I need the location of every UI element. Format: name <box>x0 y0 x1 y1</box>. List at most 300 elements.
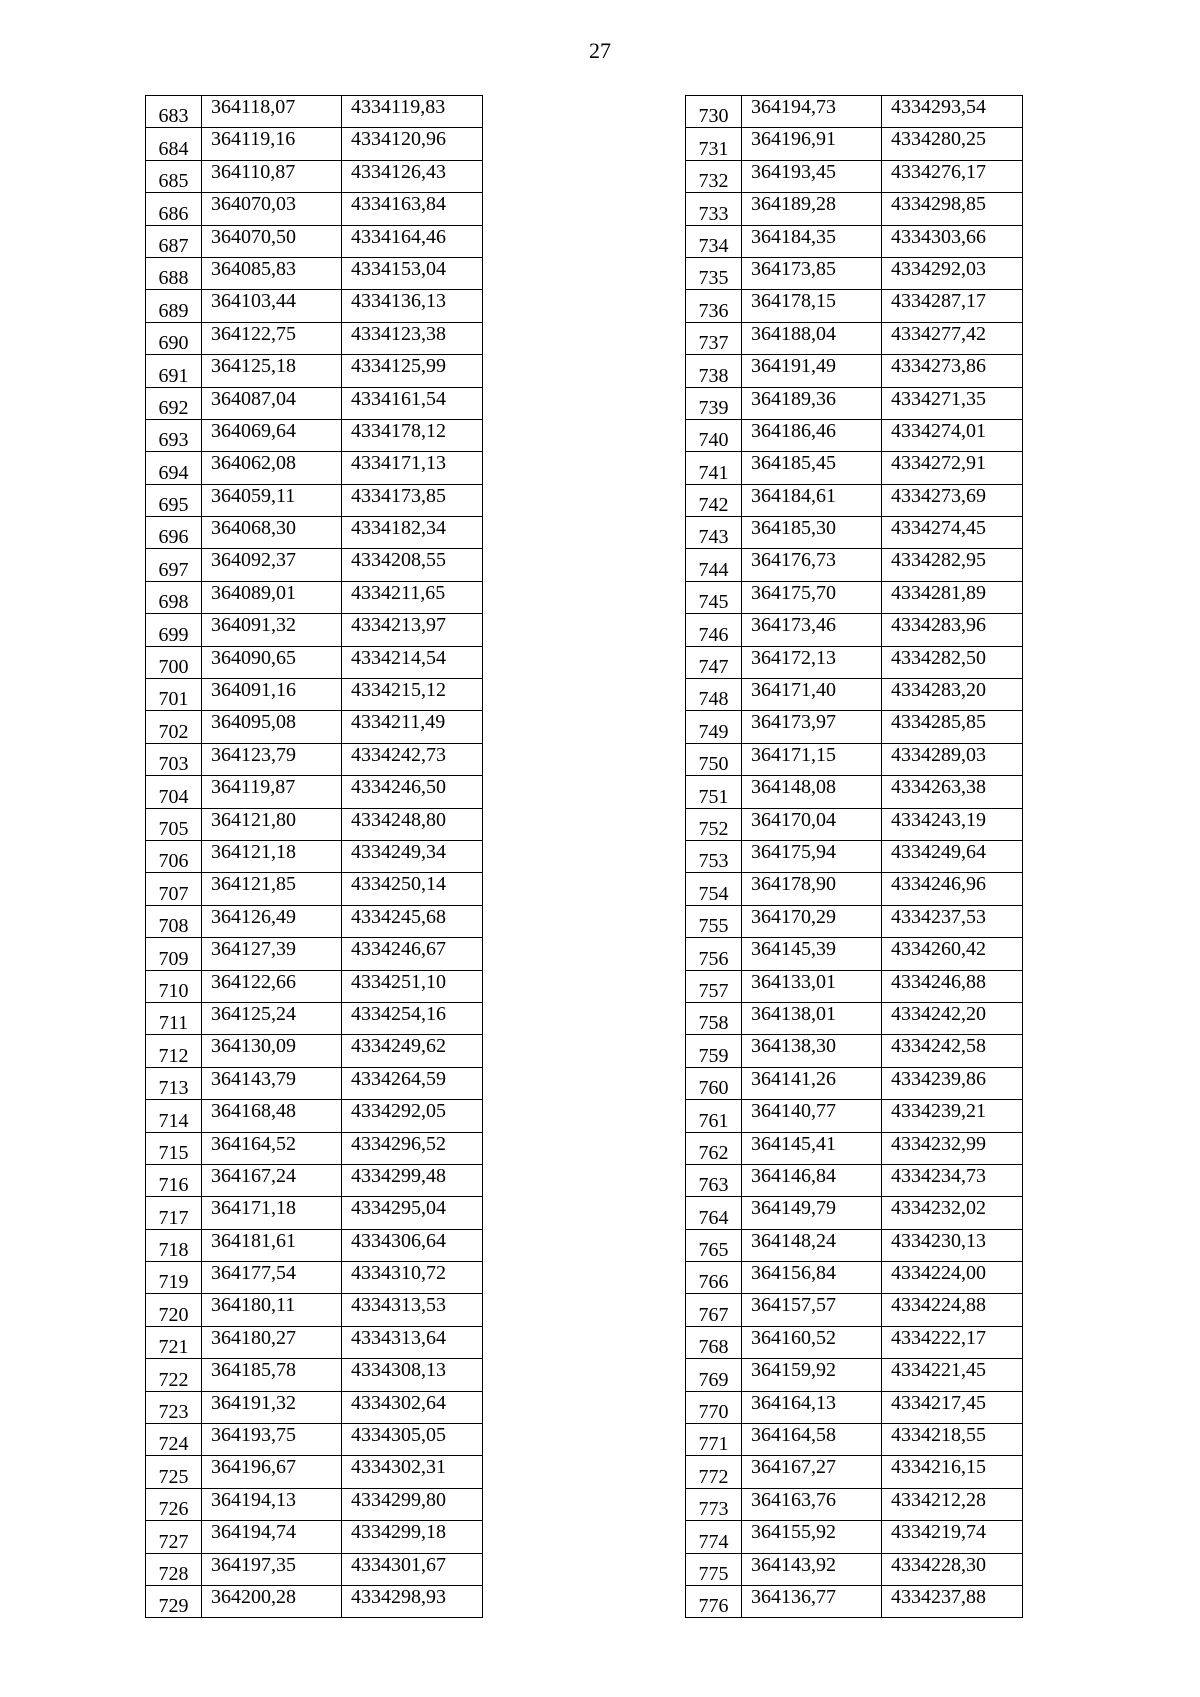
point-number-cell: 764 <box>686 1197 742 1229</box>
x-coordinate-cell: 364191,49 <box>742 355 882 387</box>
x-coordinate-cell: 364164,58 <box>742 1424 882 1456</box>
coordinates-table-left-body <box>146 96 483 1618</box>
point-number-cell: 718 <box>146 1229 202 1261</box>
point-number-cell: 723 <box>146 1391 202 1423</box>
point-number-cell: 753 <box>686 840 742 872</box>
x-coordinate-cell: 364167,24 <box>202 1164 342 1196</box>
table-row <box>146 322 483 354</box>
x-coordinate-cell: 364149,79 <box>742 1197 882 1229</box>
table-row <box>146 1553 483 1585</box>
table-row <box>146 1197 483 1229</box>
x-coordinate-cell: 364145,41 <box>742 1132 882 1164</box>
x-coordinate-cell: 364189,28 <box>742 193 882 225</box>
point-number-cell: 747 <box>686 646 742 678</box>
y-coordinate-cell: 4334243,19 <box>882 808 1023 840</box>
x-coordinate-cell: 364122,66 <box>202 970 342 1002</box>
point-number-cell: 726 <box>146 1488 202 1520</box>
y-coordinate-cell: 4334283,20 <box>882 679 1023 711</box>
table-row <box>686 679 1023 711</box>
x-coordinate-cell: 364119,87 <box>202 776 342 808</box>
y-coordinate-cell: 4334273,86 <box>882 355 1023 387</box>
table-row <box>686 1132 1023 1164</box>
x-coordinate-cell: 364127,39 <box>202 938 342 970</box>
x-coordinate-cell: 364092,37 <box>202 549 342 581</box>
x-coordinate-cell: 364143,79 <box>202 1067 342 1099</box>
y-coordinate-cell: 4334310,72 <box>342 1262 483 1294</box>
table-row <box>686 322 1023 354</box>
point-number-cell: 765 <box>686 1229 742 1261</box>
point-number-cell: 711 <box>146 1002 202 1034</box>
x-coordinate-cell: 364157,57 <box>742 1294 882 1326</box>
x-coordinate-cell: 364172,13 <box>742 646 882 678</box>
x-coordinate-cell: 364123,79 <box>202 743 342 775</box>
x-coordinate-cell: 364184,35 <box>742 225 882 257</box>
table-row <box>686 970 1023 1002</box>
table-row <box>146 1164 483 1196</box>
x-coordinate-cell: 364138,30 <box>742 1035 882 1067</box>
y-coordinate-cell: 4334313,53 <box>342 1294 483 1326</box>
point-number-cell: 738 <box>686 355 742 387</box>
x-coordinate-cell: 364185,78 <box>202 1359 342 1391</box>
y-coordinate-cell: 4334211,65 <box>342 581 483 613</box>
table-row <box>146 517 483 549</box>
y-coordinate-cell: 4334298,85 <box>882 193 1023 225</box>
x-coordinate-cell: 364118,07 <box>202 96 342 128</box>
point-number-cell: 704 <box>146 776 202 808</box>
point-number-cell: 688 <box>146 257 202 289</box>
x-coordinate-cell: 364146,84 <box>742 1164 882 1196</box>
y-coordinate-cell: 4334251,10 <box>342 970 483 1002</box>
y-coordinate-cell: 4334242,20 <box>882 1002 1023 1034</box>
y-coordinate-cell: 4334280,25 <box>882 128 1023 160</box>
table-row <box>146 387 483 419</box>
point-number-cell: 748 <box>686 679 742 711</box>
x-coordinate-cell: 364159,92 <box>742 1359 882 1391</box>
x-coordinate-cell: 364200,28 <box>202 1585 342 1617</box>
table-row <box>686 873 1023 905</box>
y-coordinate-cell: 4334125,99 <box>342 355 483 387</box>
y-coordinate-cell: 4334296,52 <box>342 1132 483 1164</box>
table-row <box>146 1391 483 1423</box>
x-coordinate-cell: 364141,26 <box>742 1067 882 1099</box>
table-row <box>146 1002 483 1034</box>
table-row <box>686 96 1023 128</box>
y-coordinate-cell: 4334248,80 <box>342 808 483 840</box>
y-coordinate-cell: 4334217,45 <box>882 1391 1023 1423</box>
table-row <box>146 160 483 192</box>
x-coordinate-cell: 364188,04 <box>742 322 882 354</box>
x-coordinate-cell: 364148,24 <box>742 1229 882 1261</box>
x-coordinate-cell: 364122,75 <box>202 322 342 354</box>
point-number-cell: 759 <box>686 1035 742 1067</box>
point-number-cell: 712 <box>146 1035 202 1067</box>
table-row <box>686 840 1023 872</box>
y-coordinate-cell: 4334239,86 <box>882 1067 1023 1099</box>
point-number-cell: 700 <box>146 646 202 678</box>
y-coordinate-cell: 4334234,73 <box>882 1164 1023 1196</box>
x-coordinate-cell: 364062,08 <box>202 452 342 484</box>
x-coordinate-cell: 364156,84 <box>742 1262 882 1294</box>
point-number-cell: 728 <box>146 1553 202 1585</box>
table-row <box>146 128 483 160</box>
x-coordinate-cell: 364121,80 <box>202 808 342 840</box>
page-number: 27 <box>589 38 611 63</box>
point-number-cell: 724 <box>146 1424 202 1456</box>
table-row <box>146 419 483 451</box>
point-number-cell: 776 <box>686 1585 742 1617</box>
point-number-cell: 735 <box>686 257 742 289</box>
y-coordinate-cell: 4334287,17 <box>882 290 1023 322</box>
x-coordinate-cell: 364138,01 <box>742 1002 882 1034</box>
table-row <box>686 225 1023 257</box>
table-row <box>146 1488 483 1520</box>
y-coordinate-cell: 4334293,54 <box>882 96 1023 128</box>
table-row <box>686 387 1023 419</box>
table-row <box>686 776 1023 808</box>
x-coordinate-cell: 364095,08 <box>202 711 342 743</box>
point-number-cell: 774 <box>686 1521 742 1553</box>
y-coordinate-cell: 4334301,67 <box>342 1553 483 1585</box>
point-number-cell: 713 <box>146 1067 202 1099</box>
point-number-cell: 739 <box>686 387 742 419</box>
y-coordinate-cell: 4334120,96 <box>342 128 483 160</box>
x-coordinate-cell: 364110,87 <box>202 160 342 192</box>
point-number-cell: 745 <box>686 581 742 613</box>
table-row <box>146 452 483 484</box>
x-coordinate-cell: 364194,73 <box>742 96 882 128</box>
y-coordinate-cell: 4334298,93 <box>342 1585 483 1617</box>
y-coordinate-cell: 4334306,64 <box>342 1229 483 1261</box>
x-coordinate-cell: 364091,16 <box>202 679 342 711</box>
y-coordinate-cell: 4334313,64 <box>342 1326 483 1358</box>
x-coordinate-cell: 364121,18 <box>202 840 342 872</box>
y-coordinate-cell: 4334171,13 <box>342 452 483 484</box>
point-number-cell: 743 <box>686 517 742 549</box>
table-row <box>686 1521 1023 1553</box>
table-row <box>146 1456 483 1488</box>
table-row <box>686 1294 1023 1326</box>
y-coordinate-cell: 4334246,50 <box>342 776 483 808</box>
y-coordinate-cell: 4334271,35 <box>882 387 1023 419</box>
y-coordinate-cell: 4334242,58 <box>882 1035 1023 1067</box>
table-row <box>146 1326 483 1358</box>
table-row <box>686 1488 1023 1520</box>
table-row <box>146 970 483 1002</box>
y-coordinate-cell: 4334163,84 <box>342 193 483 225</box>
y-coordinate-cell: 4334214,54 <box>342 646 483 678</box>
table-row <box>146 1359 483 1391</box>
x-coordinate-cell: 364103,44 <box>202 290 342 322</box>
table-row <box>146 355 483 387</box>
y-coordinate-cell: 4334249,34 <box>342 840 483 872</box>
y-coordinate-cell: 4334264,59 <box>342 1067 483 1099</box>
x-coordinate-cell: 364126,49 <box>202 905 342 937</box>
table-row <box>146 1100 483 1132</box>
point-number-cell: 698 <box>146 581 202 613</box>
table-row <box>146 1585 483 1617</box>
y-coordinate-cell: 4334305,05 <box>342 1424 483 1456</box>
table-row <box>146 1132 483 1164</box>
x-coordinate-cell: 364194,74 <box>202 1521 342 1553</box>
y-coordinate-cell: 4334302,31 <box>342 1456 483 1488</box>
coordinates-table-left <box>145 95 483 1618</box>
x-coordinate-cell: 364173,97 <box>742 711 882 743</box>
y-coordinate-cell: 4334285,85 <box>882 711 1023 743</box>
y-coordinate-cell: 4334123,38 <box>342 322 483 354</box>
y-coordinate-cell: 4334232,99 <box>882 1132 1023 1164</box>
table-row <box>146 905 483 937</box>
table-row <box>686 1002 1023 1034</box>
table-row <box>146 840 483 872</box>
point-number-cell: 684 <box>146 128 202 160</box>
y-coordinate-cell: 4334249,62 <box>342 1035 483 1067</box>
x-coordinate-cell: 364125,18 <box>202 355 342 387</box>
y-coordinate-cell: 4334224,88 <box>882 1294 1023 1326</box>
y-coordinate-cell: 4334292,03 <box>882 257 1023 289</box>
y-coordinate-cell: 4334216,15 <box>882 1456 1023 1488</box>
table-row <box>146 808 483 840</box>
y-coordinate-cell: 4334119,83 <box>342 96 483 128</box>
point-number-cell: 696 <box>146 517 202 549</box>
table-row <box>686 1326 1023 1358</box>
point-number-cell: 720 <box>146 1294 202 1326</box>
point-number-cell: 705 <box>146 808 202 840</box>
y-coordinate-cell: 4334289,03 <box>882 743 1023 775</box>
x-coordinate-cell: 364125,24 <box>202 1002 342 1034</box>
point-number-cell: 706 <box>146 840 202 872</box>
y-coordinate-cell: 4334260,42 <box>882 938 1023 970</box>
table-row <box>686 1456 1023 1488</box>
y-coordinate-cell: 4334246,96 <box>882 873 1023 905</box>
table-row <box>146 1424 483 1456</box>
x-coordinate-cell: 364160,52 <box>742 1326 882 1358</box>
x-coordinate-cell: 364177,54 <box>202 1262 342 1294</box>
table-row <box>146 1035 483 1067</box>
y-coordinate-cell: 4334213,97 <box>342 614 483 646</box>
table-row <box>686 452 1023 484</box>
x-coordinate-cell: 364175,94 <box>742 840 882 872</box>
table-row <box>146 290 483 322</box>
y-coordinate-cell: 4334212,28 <box>882 1488 1023 1520</box>
x-coordinate-cell: 364090,65 <box>202 646 342 678</box>
y-coordinate-cell: 4334222,17 <box>882 1326 1023 1358</box>
y-coordinate-cell: 4334126,43 <box>342 160 483 192</box>
y-coordinate-cell: 4334276,17 <box>882 160 1023 192</box>
x-coordinate-cell: 364180,11 <box>202 1294 342 1326</box>
point-number-cell: 721 <box>146 1326 202 1358</box>
table-row <box>686 1100 1023 1132</box>
table-row <box>146 193 483 225</box>
point-number-cell: 737 <box>686 322 742 354</box>
x-coordinate-cell: 364085,83 <box>202 257 342 289</box>
table-row <box>686 581 1023 613</box>
y-coordinate-cell: 4334221,45 <box>882 1359 1023 1391</box>
table-row <box>686 290 1023 322</box>
coordinates-table-right <box>685 95 1023 1618</box>
x-coordinate-cell: 364180,27 <box>202 1326 342 1358</box>
x-coordinate-cell: 364193,45 <box>742 160 882 192</box>
point-number-cell: 740 <box>686 419 742 451</box>
table-row <box>686 1067 1023 1099</box>
table-row <box>146 257 483 289</box>
y-coordinate-cell: 4334136,13 <box>342 290 483 322</box>
point-number-cell: 749 <box>686 711 742 743</box>
x-coordinate-cell: 364087,04 <box>202 387 342 419</box>
y-coordinate-cell: 4334219,74 <box>882 1521 1023 1553</box>
x-coordinate-cell: 364068,30 <box>202 517 342 549</box>
point-number-cell: 752 <box>686 808 742 840</box>
table-row <box>146 711 483 743</box>
y-coordinate-cell: 4334164,46 <box>342 225 483 257</box>
table-row <box>686 614 1023 646</box>
point-number-cell: 760 <box>686 1067 742 1099</box>
x-coordinate-cell: 364136,77 <box>742 1585 882 1617</box>
y-coordinate-cell: 4334237,88 <box>882 1585 1023 1617</box>
point-number-cell: 716 <box>146 1164 202 1196</box>
y-coordinate-cell: 4334283,96 <box>882 614 1023 646</box>
x-coordinate-cell: 364185,30 <box>742 517 882 549</box>
x-coordinate-cell: 364170,04 <box>742 808 882 840</box>
table-row <box>146 938 483 970</box>
y-coordinate-cell: 4334299,80 <box>342 1488 483 1520</box>
table-row <box>146 1521 483 1553</box>
y-coordinate-cell: 4334274,01 <box>882 419 1023 451</box>
x-coordinate-cell: 364070,50 <box>202 225 342 257</box>
x-coordinate-cell: 364189,36 <box>742 387 882 419</box>
x-coordinate-cell: 364070,03 <box>202 193 342 225</box>
table-row <box>686 1391 1023 1423</box>
x-coordinate-cell: 364089,01 <box>202 581 342 613</box>
point-number-cell: 761 <box>686 1100 742 1132</box>
x-coordinate-cell: 364143,92 <box>742 1553 882 1585</box>
x-coordinate-cell: 364059,11 <box>202 484 342 516</box>
point-number-cell: 697 <box>146 549 202 581</box>
x-coordinate-cell: 364178,15 <box>742 290 882 322</box>
point-number-cell: 755 <box>686 905 742 937</box>
table-row <box>686 905 1023 937</box>
y-coordinate-cell: 4334246,67 <box>342 938 483 970</box>
point-number-cell: 722 <box>146 1359 202 1391</box>
point-number-cell: 729 <box>146 1585 202 1617</box>
y-coordinate-cell: 4334228,30 <box>882 1553 1023 1585</box>
point-number-cell: 769 <box>686 1359 742 1391</box>
point-number-cell: 763 <box>686 1164 742 1196</box>
table-row <box>686 160 1023 192</box>
y-coordinate-cell: 4334282,50 <box>882 646 1023 678</box>
x-coordinate-cell: 364186,46 <box>742 419 882 451</box>
x-coordinate-cell: 364168,48 <box>202 1100 342 1132</box>
x-coordinate-cell: 364178,90 <box>742 873 882 905</box>
y-coordinate-cell: 4334281,89 <box>882 581 1023 613</box>
x-coordinate-cell: 364176,73 <box>742 549 882 581</box>
x-coordinate-cell: 364171,40 <box>742 679 882 711</box>
table-row <box>686 1035 1023 1067</box>
point-number-cell: 746 <box>686 614 742 646</box>
point-number-cell: 685 <box>146 160 202 192</box>
x-coordinate-cell: 364171,15 <box>742 743 882 775</box>
point-number-cell: 751 <box>686 776 742 808</box>
point-number-cell: 692 <box>146 387 202 419</box>
table-row <box>686 193 1023 225</box>
x-coordinate-cell: 364148,08 <box>742 776 882 808</box>
point-number-cell: 773 <box>686 1488 742 1520</box>
table-row <box>686 743 1023 775</box>
table-row <box>686 646 1023 678</box>
y-coordinate-cell: 4334302,64 <box>342 1391 483 1423</box>
y-coordinate-cell: 4334299,18 <box>342 1521 483 1553</box>
point-number-cell: 695 <box>146 484 202 516</box>
point-number-cell: 770 <box>686 1391 742 1423</box>
point-number-cell: 733 <box>686 193 742 225</box>
table-row <box>686 1424 1023 1456</box>
point-number-cell: 757 <box>686 970 742 1002</box>
point-number-cell: 699 <box>146 614 202 646</box>
table-row <box>686 1262 1023 1294</box>
y-coordinate-cell: 4334224,00 <box>882 1262 1023 1294</box>
point-number-cell: 750 <box>686 743 742 775</box>
point-number-cell: 686 <box>146 193 202 225</box>
x-coordinate-cell: 364130,09 <box>202 1035 342 1067</box>
y-coordinate-cell: 4334299,48 <box>342 1164 483 1196</box>
table-row <box>686 1553 1023 1585</box>
table-row <box>686 711 1023 743</box>
table-row <box>686 517 1023 549</box>
y-coordinate-cell: 4334272,91 <box>882 452 1023 484</box>
x-coordinate-cell: 364091,32 <box>202 614 342 646</box>
table-row <box>686 1229 1023 1261</box>
point-number-cell: 693 <box>146 419 202 451</box>
point-number-cell: 689 <box>146 290 202 322</box>
point-number-cell: 758 <box>686 1002 742 1034</box>
x-coordinate-cell: 364140,77 <box>742 1100 882 1132</box>
table-row <box>686 355 1023 387</box>
table-row <box>686 128 1023 160</box>
y-coordinate-cell: 4334273,69 <box>882 484 1023 516</box>
table-row <box>686 808 1023 840</box>
point-number-cell: 730 <box>686 96 742 128</box>
y-coordinate-cell: 4334303,66 <box>882 225 1023 257</box>
table-row <box>686 1164 1023 1196</box>
x-coordinate-cell: 364167,27 <box>742 1456 882 1488</box>
y-coordinate-cell: 4334218,55 <box>882 1424 1023 1456</box>
point-number-cell: 690 <box>146 322 202 354</box>
table-row <box>686 1197 1023 1229</box>
y-coordinate-cell: 4334230,13 <box>882 1229 1023 1261</box>
point-number-cell: 768 <box>686 1326 742 1358</box>
point-number-cell: 694 <box>146 452 202 484</box>
point-number-cell: 732 <box>686 160 742 192</box>
y-coordinate-cell: 4334245,68 <box>342 905 483 937</box>
x-coordinate-cell: 364155,92 <box>742 1521 882 1553</box>
y-coordinate-cell: 4334239,21 <box>882 1100 1023 1132</box>
y-coordinate-cell: 4334274,45 <box>882 517 1023 549</box>
point-number-cell: 683 <box>146 96 202 128</box>
table-row <box>146 776 483 808</box>
x-coordinate-cell: 364196,67 <box>202 1456 342 1488</box>
x-coordinate-cell: 364191,32 <box>202 1391 342 1423</box>
y-coordinate-cell: 4334178,12 <box>342 419 483 451</box>
x-coordinate-cell: 364171,18 <box>202 1197 342 1229</box>
point-number-cell: 714 <box>146 1100 202 1132</box>
x-coordinate-cell: 364164,13 <box>742 1391 882 1423</box>
y-coordinate-cell: 4334182,34 <box>342 517 483 549</box>
table-row <box>146 743 483 775</box>
x-coordinate-cell: 364193,75 <box>202 1424 342 1456</box>
point-number-cell: 775 <box>686 1553 742 1585</box>
table-row <box>146 873 483 905</box>
y-coordinate-cell: 4334173,85 <box>342 484 483 516</box>
table-row <box>146 646 483 678</box>
